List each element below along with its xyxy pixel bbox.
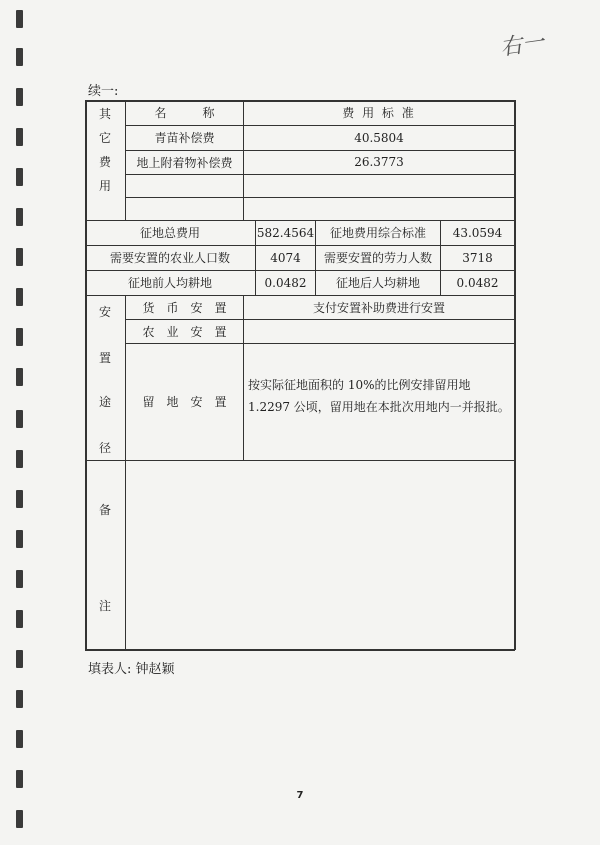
monetary-resettlement-value: 支付安置补助费进行安置 — [312, 300, 445, 315]
fee-standard-value: 43.0594 — [452, 225, 503, 240]
fee-value-2: 26.3773 — [354, 155, 404, 169]
binding-holes — [16, 0, 28, 845]
other-fees-label-2: 它 — [98, 130, 111, 145]
resettlement-label-3: 途 — [98, 394, 111, 409]
resettlement-label-2: 置 — [98, 350, 111, 365]
total-fee-label: 征地总费用 — [139, 226, 200, 240]
other-fees-label-4: 用 — [98, 178, 111, 193]
col-header-name: 名 称 — [154, 106, 215, 120]
page-number: 7 — [296, 790, 304, 801]
land-before-value: 0.0482 — [264, 275, 307, 290]
fee-standard-label: 征地费用综合标准 — [329, 226, 426, 240]
agri-population-label: 需要安置的农业人口数 — [109, 251, 230, 265]
remarks-label-2: 注 — [98, 598, 111, 613]
remarks-content — [126, 461, 514, 649]
labor-count-value: 3718 — [462, 250, 493, 265]
resettlement-label-4: 径 — [98, 440, 111, 455]
agri-population-value: 4074 — [270, 250, 301, 265]
agricultural-resettlement-label: 农 业 安 置 — [142, 324, 227, 339]
resettlement-label-1: 安 — [98, 304, 111, 319]
col-header-standard: 费 用 标 准 — [342, 106, 416, 120]
total-fee-value: 582.4564 — [256, 225, 315, 240]
filler-label: 填表人: — [88, 662, 132, 677]
reserved-land-value: 按实际征地面积的 10%的比例安排留用地 1.2297 公顷，留用地在本批次用地内一并报批。 — [248, 378, 510, 414]
monetary-resettlement-label: 货 币 安 置 — [142, 300, 227, 315]
other-fees-label-1: 其 — [98, 106, 111, 121]
handwritten-mark: 右一 — [498, 30, 546, 61]
fee-name-1: 青苗补偿费 — [154, 131, 215, 145]
land-after-label: 征地后人均耕地 — [335, 276, 420, 290]
form-filler — [88, 658, 175, 677]
labor-count-label: 需要安置的劳力人数 — [323, 251, 432, 265]
other-fees-label-3: 费 — [98, 154, 111, 169]
remarks-label-1: 备 — [98, 502, 111, 517]
land-before-label: 征地前人均耕地 — [127, 276, 212, 290]
reserved-land-label: 留 地 安 置 — [142, 395, 227, 409]
land-after-value: 0.0482 — [456, 275, 499, 290]
continue-label: 续一: — [88, 84, 119, 99]
fee-name-2: 地上附着物补偿费 — [136, 155, 233, 170]
agricultural-resettlement-value — [244, 319, 514, 343]
filler-name: 钟赵颖 — [135, 662, 175, 677]
fee-value-1: 40.5804 — [354, 130, 404, 145]
